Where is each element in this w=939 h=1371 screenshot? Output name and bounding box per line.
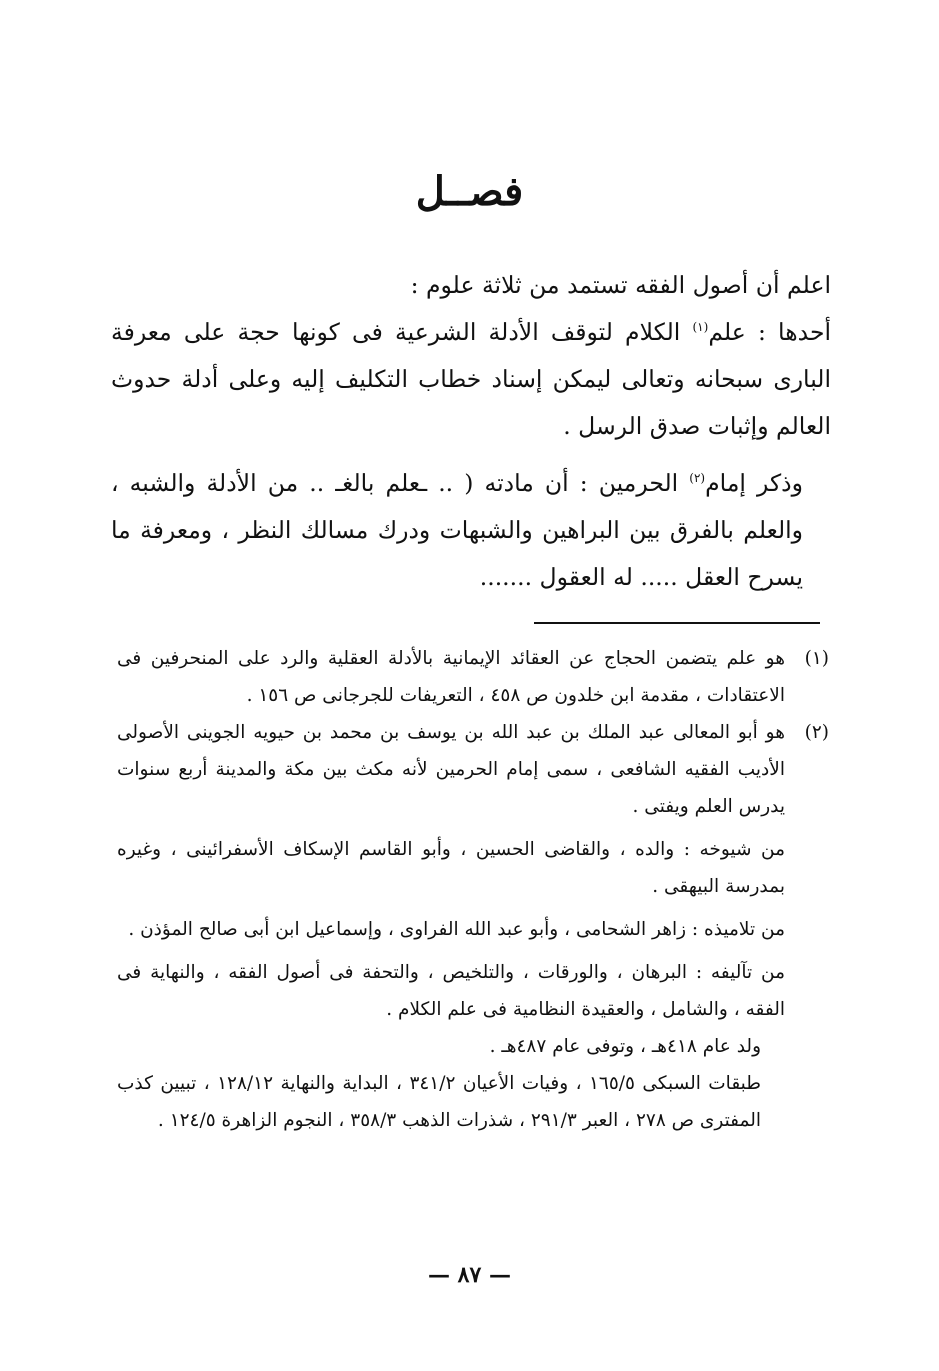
- imam-haramain-lead: وذكر إمام: [705, 469, 803, 497]
- footnotes: [117, 640, 829, 1139]
- footnote-ref-1[interactable]: (١): [692, 320, 709, 335]
- page-number: — ٨٧ —: [428, 1262, 511, 1288]
- main-text: [111, 262, 831, 601]
- footnote-number: (١): [804, 648, 829, 669]
- first-science-lead: أحدها : علم: [708, 318, 831, 346]
- footnote-body: [117, 640, 785, 714]
- footnote-text: هو علم يتضمن الحجاج عن العقائد الإيمانية بالأدلة العقلية والرد على المنحرفين فى الاعتقادات ، مقدمة ابن خلدون ص ٤٥٨ ، التعريفات للجرجانى ص ١٥٦ .: [117, 648, 785, 706]
- imam-haramain-paragraph: [111, 460, 831, 601]
- footnote-sources: طبقات السبكى ١٦٥/٥ ، وفيات الأعيان ٣٤١/٢ ، البداية والنهاية ١٢٨/١٢ ، تبيين كذب المفترى ص ٢٧٨ ، العبر ٢٩١/٣ ، شذرات الذهب ٣٥٨/٣ ، النجوم الزاهرة ١٢٤/٥ .: [117, 1073, 761, 1131]
- section-heading: فصــل: [415, 168, 524, 215]
- footnote-teachers: من شيوخه : والده ، والقاضى الحسين ، وأبو القاسم الإسكاف الأسفرائينى ، وغيره بمدرسة البيهقى .: [117, 839, 785, 897]
- first-science-paragraph: [111, 309, 831, 450]
- footnote-separator: [534, 622, 820, 624]
- footnote-2: [117, 714, 829, 1139]
- footnote-body: [117, 714, 785, 1139]
- intro-paragraph: اعلم أن أصول الفقه تستمد من ثلاثة علوم :: [410, 271, 831, 299]
- imam-haramain-text: الحرمين : أن مادته ( .. ـعلم بالغـ .. من الأدلة والشبه ، والعلم بالفرق بين البراهين والشبهات ودرك مسالك النظر ، ومعرفة ما يسرح العقل ..... له العقول .......: [111, 469, 803, 591]
- footnote-dates: ولد عام ٤١٨هـ ، وتوفى عام ٤٨٧هـ .: [489, 1036, 761, 1057]
- footnote-1: [117, 640, 829, 714]
- first-science-text: الكلام لتوقف الأدلة الشرعية فى كونها حجة على معرفة البارى سبحانه وتعالى ليمكن إسناد خطاب التكليف إليه وعلى أدلة حدوث العالم وإثبات صدق الرسل .: [111, 318, 831, 440]
- footnote-works: من تآليفه : البرهان ، والورقات ، والتلخيص ، والتحفة فى أصول الفقه ، والنهاية فى الفقه ، والشامل ، والعقيدة النظامية فى علم الكلام .: [117, 962, 785, 1020]
- footnote-ref-2[interactable]: (٢): [689, 471, 706, 486]
- footnote-number: (٢): [804, 722, 829, 743]
- footnote-students: من تلاميذه : زاهر الشحامى ، وأبو عبد الله الفراوى ، وإسماعيل ابن أبى صالح المؤذن .: [128, 919, 785, 940]
- footnote-bio: هو أبو المعالى عبد الملك بن عبد الله بن يوسف بن محمد بن حيويه الجوينى الأصولى الأديب الفقيه الشافعى ، سمى إمام الحرمين لأنه مكث بين مكة والمدينة أربع سنوات يدرس العلم ويفتى .: [117, 722, 785, 817]
